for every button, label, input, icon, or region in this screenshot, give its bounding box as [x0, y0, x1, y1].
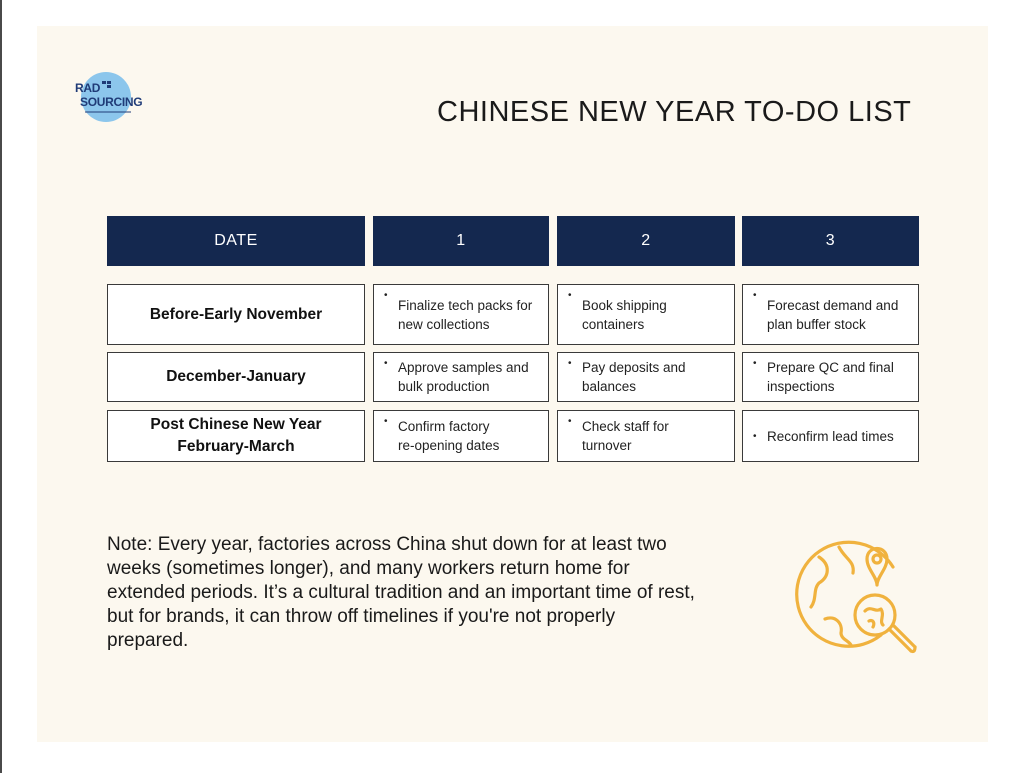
note-line: extended periods. It’s a cultural tradition and an important time of rest, — [107, 582, 695, 603]
task-cell — [742, 284, 919, 345]
bullet-icon: • — [384, 416, 388, 427]
page-edge-divider — [0, 0, 2, 773]
task-cell — [557, 410, 735, 462]
note-line: but for brands, it can throw off timelines if you're not properly — [107, 606, 616, 627]
page-title: CHINESE NEW YEAR TO-DO LIST — [437, 96, 912, 128]
task-line: Approve samples and — [398, 360, 529, 375]
logo-word-rad: RAD — [75, 81, 101, 95]
logo-tagline-mark — [85, 111, 131, 113]
logo-word-sourcing: SOURCING — [80, 95, 143, 109]
slide — [37, 26, 988, 742]
task-line: Confirm factory — [398, 419, 490, 434]
task-line: bulk production — [398, 379, 490, 394]
task-cell — [557, 284, 735, 345]
date-cell — [107, 284, 365, 345]
date-line: Before-Early November — [149, 305, 323, 323]
note-paragraph — [107, 533, 782, 653]
task-line: plan buffer stock — [767, 316, 866, 332]
task-line: containers — [582, 316, 645, 332]
task-cell — [742, 410, 919, 462]
task-line: inspections — [767, 379, 835, 394]
task-line: new collections — [398, 316, 490, 332]
bullet-icon: • — [568, 416, 572, 427]
task-line: balances — [582, 379, 637, 394]
table-header-step-3: 3 — [742, 216, 919, 266]
bullet-icon: • — [568, 358, 572, 369]
bullet-icon: • — [753, 358, 757, 369]
task-line: re-opening dates — [398, 438, 500, 453]
task-line: Prepare QC and final — [767, 360, 894, 375]
rad-sourcing-logo — [75, 70, 147, 126]
table-header-step-2: 2 — [557, 216, 735, 266]
task-cell — [742, 352, 919, 402]
bullet-icon: • — [753, 430, 757, 442]
logo-squares-icon — [102, 81, 111, 89]
note-line: prepared. — [107, 630, 189, 651]
task-line: Pay deposits and — [582, 360, 686, 375]
date-line: Post Chinese New Year — [150, 416, 322, 433]
note-line: weeks (sometimes longer), and many workers return home for — [107, 558, 630, 579]
table-header-date: DATE — [107, 216, 365, 266]
task-line: turnover — [582, 438, 632, 453]
date-cell — [107, 410, 365, 462]
date-line: December-January — [166, 368, 306, 385]
task-line: Forecast demand and — [767, 297, 899, 313]
task-cell — [557, 352, 735, 402]
task-line: Book shipping — [582, 297, 667, 313]
date-line: February-March — [177, 438, 295, 455]
task-line: Check staff for — [582, 419, 669, 434]
date-cell — [107, 352, 365, 402]
bullet-icon: • — [568, 290, 572, 301]
table-header-step-1: 1 — [373, 216, 549, 266]
task-cell — [373, 284, 549, 345]
task-cell — [373, 410, 549, 462]
task-line: Reconfirm lead times — [767, 428, 894, 444]
bullet-icon: • — [384, 290, 388, 301]
note-line: Note: Every year, factories across China shut down for at least two — [107, 534, 667, 555]
globe-search-icon — [789, 523, 929, 663]
bullet-icon: • — [384, 358, 388, 369]
task-line: Finalize tech packs for — [398, 297, 533, 313]
task-cell — [373, 352, 549, 402]
bullet-icon: • — [753, 290, 757, 301]
